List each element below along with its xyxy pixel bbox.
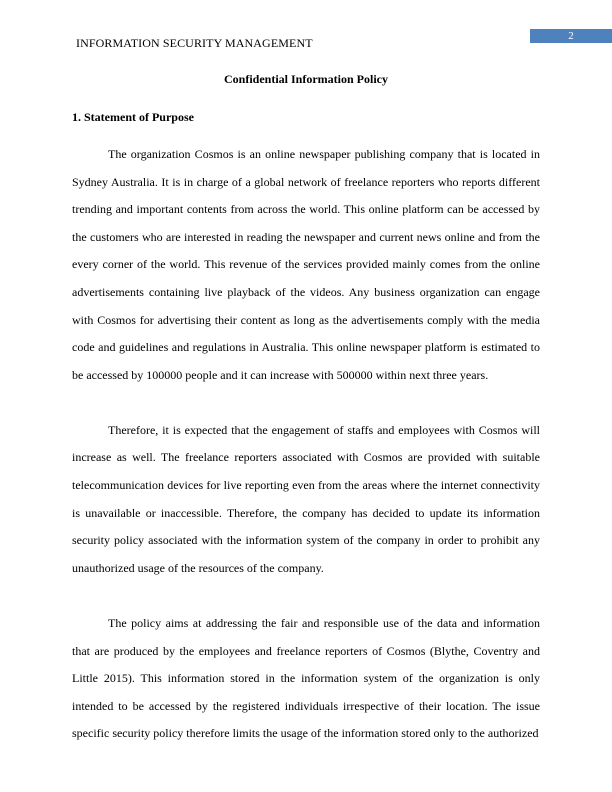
body-text	[72, 141, 540, 775]
running-head: INFORMATION SECURITY MANAGEMENT	[76, 36, 313, 50]
paragraph-2: Therefore, it is expected that the engagement of staffs and employees with Cosmos will increase as well. The freelance reporters associated with Cosmos are provided with suitable telecommunication devices for live reporting even from the areas where the internet connectivity is unavailable or inaccessible. Therefore, the company has decided to update its information security policy associated with the information system of the company in order to prohibit any unauthorized usage of the resources of the company.	[72, 422, 540, 575]
section-heading: 1. Statement of Purpose	[72, 110, 194, 124]
document-title: Confidential Information Policy	[224, 72, 388, 86]
paragraph-1: The organization Cosmos is an online newspaper publishing company that is located in Sydney Australia. It is in charge of a global network of freelance reporters who reports different trending and important contents from across the world. This online platform can be accessed by the customers who are interested in reading the newspaper and current news online and from the every corner of the world. This revenue of the services provided mainly comes from the online advertisements containing live playback of the videos. Any business organization can engage with Cosmos for advertising their content as long as the advertisements comply with the media code and guidelines and regulations in Australia. This online newspaper platform is estimated to be accessed by 100000 people and it can increase with 500000 within next three years.	[72, 147, 540, 382]
page-number: 2	[530, 29, 612, 43]
paragraph-3: The policy aims at addressing the fair and responsible use of the data and information that are produced by the employees and freelance reporters of Cosmos (Blythe, Coventry and Little 2015). This information stored in the information system of the organization is only intended to be accessed by the registered individuals irrespective of their location. The issue specific security policy therefore limits the usage of the information stored only to the authorized	[72, 615, 540, 741]
